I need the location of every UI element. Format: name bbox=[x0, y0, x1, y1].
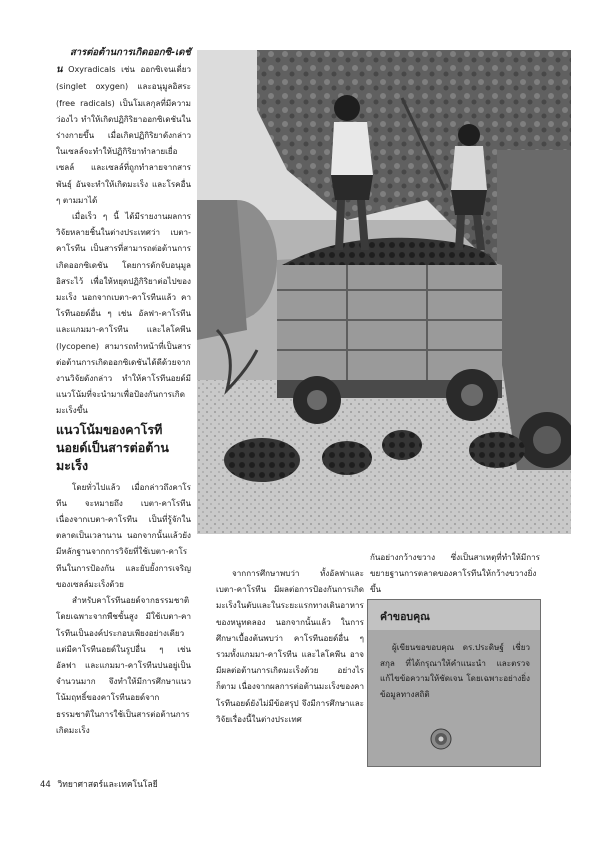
right-column bbox=[370, 549, 540, 598]
acknowledgement-title: คำขอบคุณ bbox=[380, 611, 430, 623]
right-paragraph: กันอย่างกว้างขวาง ซึ่งเป็นสาเหตุที่ทำให้มีการขยายฐานการตลาดของคาโรทีนให้กว้างขวางยิ่งขึ้น bbox=[370, 552, 540, 595]
fruit-bunch bbox=[224, 438, 300, 482]
page-footer bbox=[40, 777, 158, 791]
acknowledgement-header bbox=[368, 600, 540, 630]
section-title: แนวโน้มของคาโรทีนอยด์เป็นสารต่อต้านมะเร็ง bbox=[56, 421, 169, 473]
acknowledgement-body bbox=[380, 640, 530, 702]
lead-title: สารต่อต้านการเกิดออกซิ-เดชัน bbox=[56, 47, 191, 76]
middle-paragraph: จากการศึกษาพบว่า ทั้งอัลฟาและเบตา-คาโรทีน มีผลต่อการป้องกันการเกิดมะเร็งในตับและในระยะแรกทางเดินอาหาร ของหนูทดลอง นอกจากนั้นแล้ว ในการศึกษาเบื้องต้นพบว่า คาโรทีนอยด์อื่น ๆ รวมทั้งแกมมา-คาโรทีน และไลโคพีน อาจมีผลต่อต้านการเกิดมะเร็งด้วย อย่างไรก็ตาม เนื่องจากผลการต่อต้านมะเร็งของคาโรทีนอยด์ยังไม่มีข้อสรุป จึงมีการศึกษาและวิจัยเรื่องนี้ในต่างประเทศ bbox=[216, 568, 364, 724]
palm-fruit-truck-photo bbox=[197, 50, 571, 534]
left-column bbox=[56, 44, 191, 738]
acknowledgement-text: ผู้เขียนขอขอบคุณ ดร.ประดิษฐ์ เชี่ยวสกุล ที่ได้กรุณาให้คำแนะนำ และตรวจแก้ไขข้อความให้ชัดเจน โดยเฉพาะอย่างยิ่งข้อมูลทางสถิติ bbox=[380, 642, 530, 699]
publication-name: วิทยาศาสตร์และเทคโนโลยี bbox=[57, 780, 158, 790]
paragraph-4: สำหรับคาโรทีนอยด์จากธรรมชาติโดยเฉพาะจากพืชชั้นสูง มีใช้เบตา-คาโรทีนเป็นองค์ประกอบเพียงอย่างเดียว แต่มีคาโรทีนอยด์ในรูปอื่น ๆ เช่น อัลฟา และแกมมา-คาโรทีนปนอยู่เป็นจำนวนมาก จึงทำให้มีการศึกษาแนวโน้มฤทธิ์ของคาโรทีนอยด์จากธรรมชาติในการใช้เป็นสารต่อต้านการเกิดมะเร็ง bbox=[56, 595, 191, 735]
middle-column bbox=[216, 565, 364, 727]
lead-paragraph bbox=[56, 44, 191, 208]
paragraph-2: เมื่อเร็ว ๆ นี้ ได้มีรายงานผลการวิจัยหลายชิ้นในต่างประเทศว่า เบตา-คาโรทีน เป็นสารที่สามารถต่อต้านการเกิดออกซิเดชัน โดยการดักจับอนุมูลอิสระไว้ เพื่อให้หยุดปฏิกิริยาต่อไปของมะเร็ง นอกจากเบตา-คาโรทีนแล้ว คาโรทีนอยด์อื่น ๆ เช่น อัลฟา-คาโรทีน และแกมมา-คาโรทีน และไลโคพีน (lycopene) สามารถทำหน้าที่เป็นสารต่อต้านการเกิดออกซิเดชันได้ดีด้วยจากงานวิจัยดังกล่าว ทำให้คาโรทีนอยด์มีแนวโน้มที่จะนำมาเพื่อป้องกันการเกิดมะเร็งขึ้น bbox=[56, 211, 191, 416]
lead-body: Oxyradicals เช่น ออกซิเจนเดี่ยว (singlet oxygen) และอนุมูลอิสระ (free radicals) เป็นโมเลกุลที่มีความว่องไว ทำให้เกิดปฏิกิริยาออกซิเดชันในร่างกายขึ้น เมื่อเกิดปฏิกิริยาดังกล่าว ในเซลล์จะทำให้ปฏิกิริยาทำลายเยื่อเซลล์ และเซลล์ที่ถูกทำลายจากสารพันธุ์ อันจะทำให้เกิดมะเร็ง และโรคอื่น ๆ ตามมาได้ bbox=[56, 64, 191, 205]
acknowledgement-box bbox=[367, 599, 541, 767]
cart-body bbox=[277, 250, 502, 380]
page-number: 44 bbox=[40, 780, 51, 790]
seal-icon bbox=[430, 728, 452, 750]
paragraph-3: โดยทั่วไปแล้ว เมื่อกล่าวถึงคาโรทีน จะหมายถึง เบตา-คาโรทีน เนื่องจากเบตา-คาโรทีน เป็นที่รู้จักในตลาดเป็นเวลานาน นอกจากนั้นแล้วยังมีหลักฐานจากการวิจัยที่ใช้เบตา-คาโรทีนในการป้องกัน และยับยั้งการเจริญของเซลล์มะเร็งด้วย bbox=[56, 481, 191, 589]
